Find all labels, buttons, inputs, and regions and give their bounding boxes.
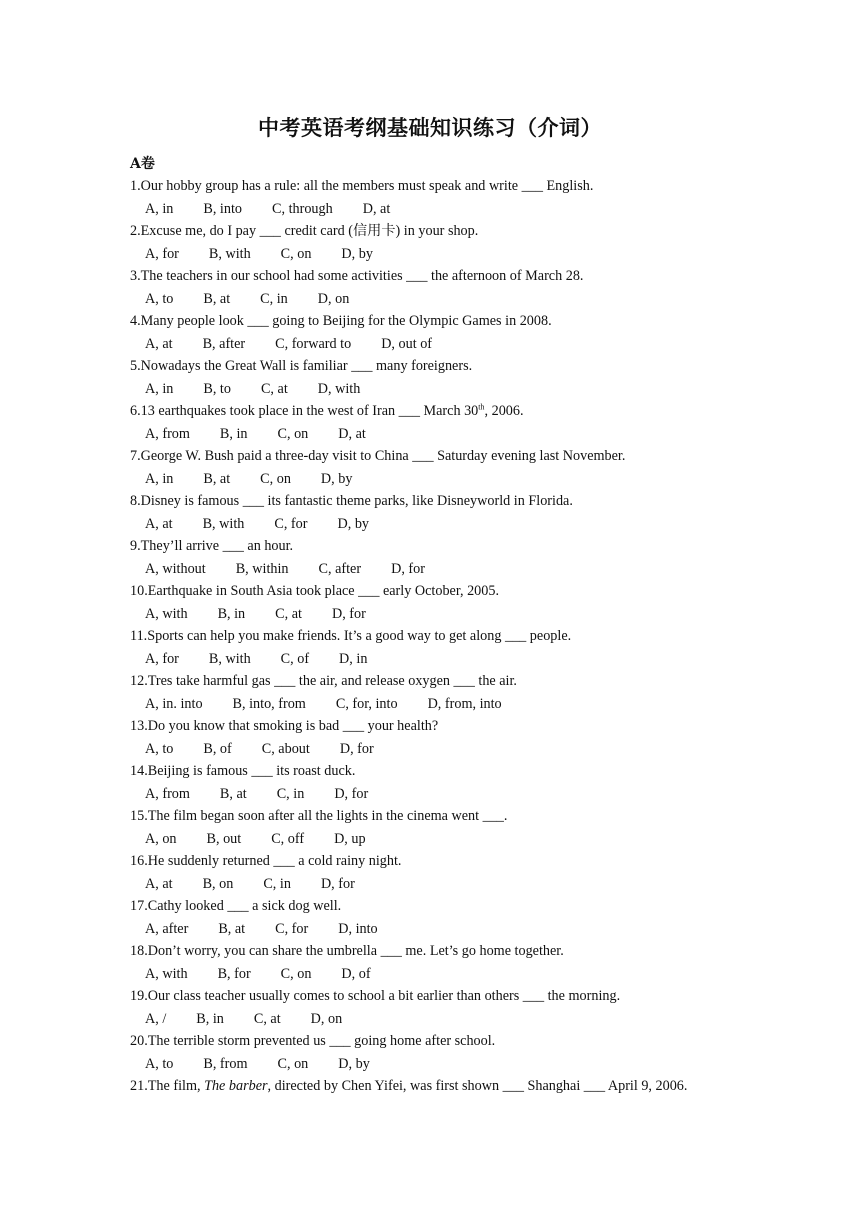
film-title: The barber	[204, 1078, 268, 1094]
question-text-part: , directed by Chen Yifei, was first shown ___ Shanghai ___ April 9, 2006.	[267, 1078, 688, 1094]
question-stem: 20.The terrible storm prevented us ___ going home after school.	[130, 1033, 496, 1049]
answer-option: A, for	[145, 245, 179, 262]
answer-option: A, without	[145, 560, 206, 577]
answer-option: B, into, from	[232, 695, 306, 712]
answer-option: C, on	[260, 470, 291, 487]
answer-option: C, for	[274, 515, 308, 532]
answer-option: D, for	[334, 785, 369, 802]
answer-option: C, for	[275, 920, 309, 937]
question-stem: 14.Beijing is famous ___ its roast duck.	[130, 763, 356, 779]
answer-option: B, in	[217, 605, 246, 622]
answer-option: D, by	[338, 1055, 370, 1072]
answer-options	[130, 333, 770, 356]
answer-option: A, with	[145, 965, 188, 982]
page-title: 中考英语考纲基础知识练习（介词）	[258, 116, 602, 140]
answer-option: B, of	[203, 740, 232, 757]
answer-option: C, in	[276, 785, 305, 802]
answer-option: A, from	[145, 785, 190, 802]
question-stem: 11.Sports can help you make friends. It’s a good way to get along ___ people.	[130, 628, 572, 644]
answer-option: B, with	[208, 650, 251, 667]
answer-option: D, by	[341, 245, 373, 262]
question-stem: 5.Nowadays the Great Wall is familiar ___ many foreigners.	[130, 358, 473, 374]
question-stem: 2.Excuse me, do I pay ___ credit card (信用卡) in your shop.	[130, 223, 479, 239]
question-text-part: 6.13 earthquakes took place in the west of Iran ___ March 30	[130, 403, 479, 419]
answer-option: B, with	[208, 245, 251, 262]
answer-option: D, on	[310, 1010, 343, 1027]
answer-option: A, from	[145, 425, 190, 442]
question-stem: 3.The teachers in our school had some activities ___ the afternoon of March 28.	[130, 268, 584, 284]
question-stem: 15.The film began soon after all the lights in the cinema went ___.	[130, 808, 508, 824]
answer-options	[130, 603, 770, 626]
answer-option: D, for	[391, 560, 425, 577]
answer-options	[130, 918, 770, 941]
question-list	[130, 175, 770, 1098]
question-stem: 19.Our class teacher usually comes to school a bit earlier than others ___ the morning.	[130, 988, 621, 1004]
answer-option: C, on	[280, 965, 312, 982]
answer-option: A, to	[145, 1055, 174, 1072]
answer-option: C, for, into	[335, 695, 398, 712]
question-stem: 17.Cathy looked ___ a sick dog well.	[130, 898, 342, 914]
answer-option: B, on	[202, 875, 234, 892]
answer-option: A, at	[145, 515, 173, 532]
answer-options	[130, 513, 770, 536]
answer-option: D, into	[338, 920, 378, 937]
answer-options	[130, 828, 770, 851]
answer-option: A, with	[145, 605, 188, 622]
answer-option: B, with	[202, 515, 245, 532]
answer-options	[130, 783, 770, 806]
answer-option: D, on	[317, 290, 350, 307]
question-stem: 18.Don’t worry, you can share the umbrella ___ me. Let’s go home together.	[130, 943, 564, 959]
question-stem: 1.Our hobby group has a rule: all the members must speak and write ___ English.	[130, 178, 594, 194]
answer-option: A, in	[145, 470, 174, 487]
answer-option: A, to	[145, 740, 174, 757]
answer-option: C, off	[271, 830, 305, 847]
answer-option: D, of	[341, 965, 371, 982]
answer-options	[130, 738, 770, 761]
answer-option: B, within	[235, 560, 289, 577]
answer-option: A, after	[145, 920, 189, 937]
answer-option: D, for	[331, 605, 366, 622]
answer-option: D, up	[334, 830, 366, 847]
answer-option: B, in	[219, 425, 248, 442]
answer-options	[130, 648, 770, 671]
question-stem	[130, 1075, 770, 1098]
answer-option: C, on	[280, 245, 312, 262]
answer-option: B, at	[219, 785, 247, 802]
answer-option: C, at	[253, 1010, 281, 1027]
answer-options	[130, 1008, 770, 1031]
answer-option: B, from	[203, 1055, 248, 1072]
answer-option: C, in	[260, 290, 288, 307]
question-stem: 16.He suddenly returned ___ a cold rainy night.	[130, 853, 402, 869]
answer-option: C, on	[277, 425, 309, 442]
answer-option: A, in	[145, 200, 174, 217]
question-stem: 8.Disney is famous ___ its fantastic theme parks, like Disneyworld in Florida.	[130, 493, 573, 509]
answer-options	[130, 558, 770, 581]
answer-option: C, after	[318, 560, 362, 577]
answer-option: A, on	[145, 830, 177, 847]
answer-option: B, out	[206, 830, 242, 847]
answer-option: D, from, into	[427, 695, 502, 712]
answer-option: D, in	[339, 650, 368, 667]
answer-option: C, of	[280, 650, 310, 667]
answer-option: C, through	[272, 200, 333, 217]
answer-option: B, after	[202, 335, 246, 352]
answer-option: A, /	[145, 1010, 167, 1027]
answer-option: A, for	[145, 650, 179, 667]
answer-option: A, at	[145, 875, 173, 892]
answer-option: A, to	[145, 290, 174, 307]
answer-option: A, at	[145, 335, 173, 352]
answer-option: C, on	[277, 1055, 309, 1072]
answer-option: D, at	[362, 200, 391, 217]
answer-option: A, in. into	[145, 695, 203, 712]
answer-options	[130, 873, 770, 896]
answer-option: B, at	[203, 290, 231, 307]
answer-option: C, at	[260, 380, 288, 397]
question-stem: 10.Earthquake in South Asia took place ___ early October, 2005.	[130, 583, 500, 599]
answer-option: B, in	[196, 1010, 224, 1027]
ordinal-suffix: th	[478, 402, 485, 412]
answer-options	[130, 198, 770, 221]
answer-options	[130, 468, 770, 491]
question-text-part: 21.The film,	[130, 1078, 205, 1094]
question-stem: 12.Tres take harmful gas ___ the air, and release oxygen ___ the air.	[130, 673, 517, 689]
answer-options	[130, 693, 770, 716]
answer-options	[130, 1053, 770, 1076]
answer-option: B, into	[203, 200, 243, 217]
question-stem: 4.Many people look ___ going to Beijing for the Olympic Games in 2008.	[130, 313, 552, 329]
answer-option: C, in	[263, 875, 291, 892]
answer-options	[130, 423, 770, 446]
answer-option: D, at	[338, 425, 366, 442]
answer-option: D, out of	[381, 335, 433, 352]
answer-option: D, with	[317, 380, 361, 397]
answer-options	[130, 288, 770, 311]
answer-option: A, in	[145, 380, 174, 397]
question-stem: 13.Do you know that smoking is bad ___ your health?	[130, 718, 439, 734]
question-stem	[130, 400, 770, 423]
question-text-part: , 2006.	[484, 403, 524, 419]
answer-option: C, at	[275, 605, 302, 622]
answer-option: C, forward to	[275, 335, 352, 352]
answer-option: D, for	[320, 875, 355, 892]
question-stem: 7.George W. Bush paid a three-day visit to China ___ Saturday evening last November.	[130, 448, 626, 464]
answer-options	[130, 378, 770, 401]
answer-option: B, for	[217, 965, 251, 982]
answer-options	[130, 963, 770, 986]
answer-option: B, to	[203, 380, 231, 397]
question-stem: 9.They’ll arrive ___ an hour.	[130, 538, 294, 554]
answer-option: D, by	[337, 515, 370, 532]
section-label: A卷	[130, 156, 155, 172]
answer-option: B, at	[218, 920, 246, 937]
answer-option: C, about	[261, 740, 310, 757]
answer-option: D, by	[320, 470, 353, 487]
answer-option: D, for	[339, 740, 374, 757]
answer-option: B, at	[203, 470, 231, 487]
answer-options	[130, 243, 770, 266]
